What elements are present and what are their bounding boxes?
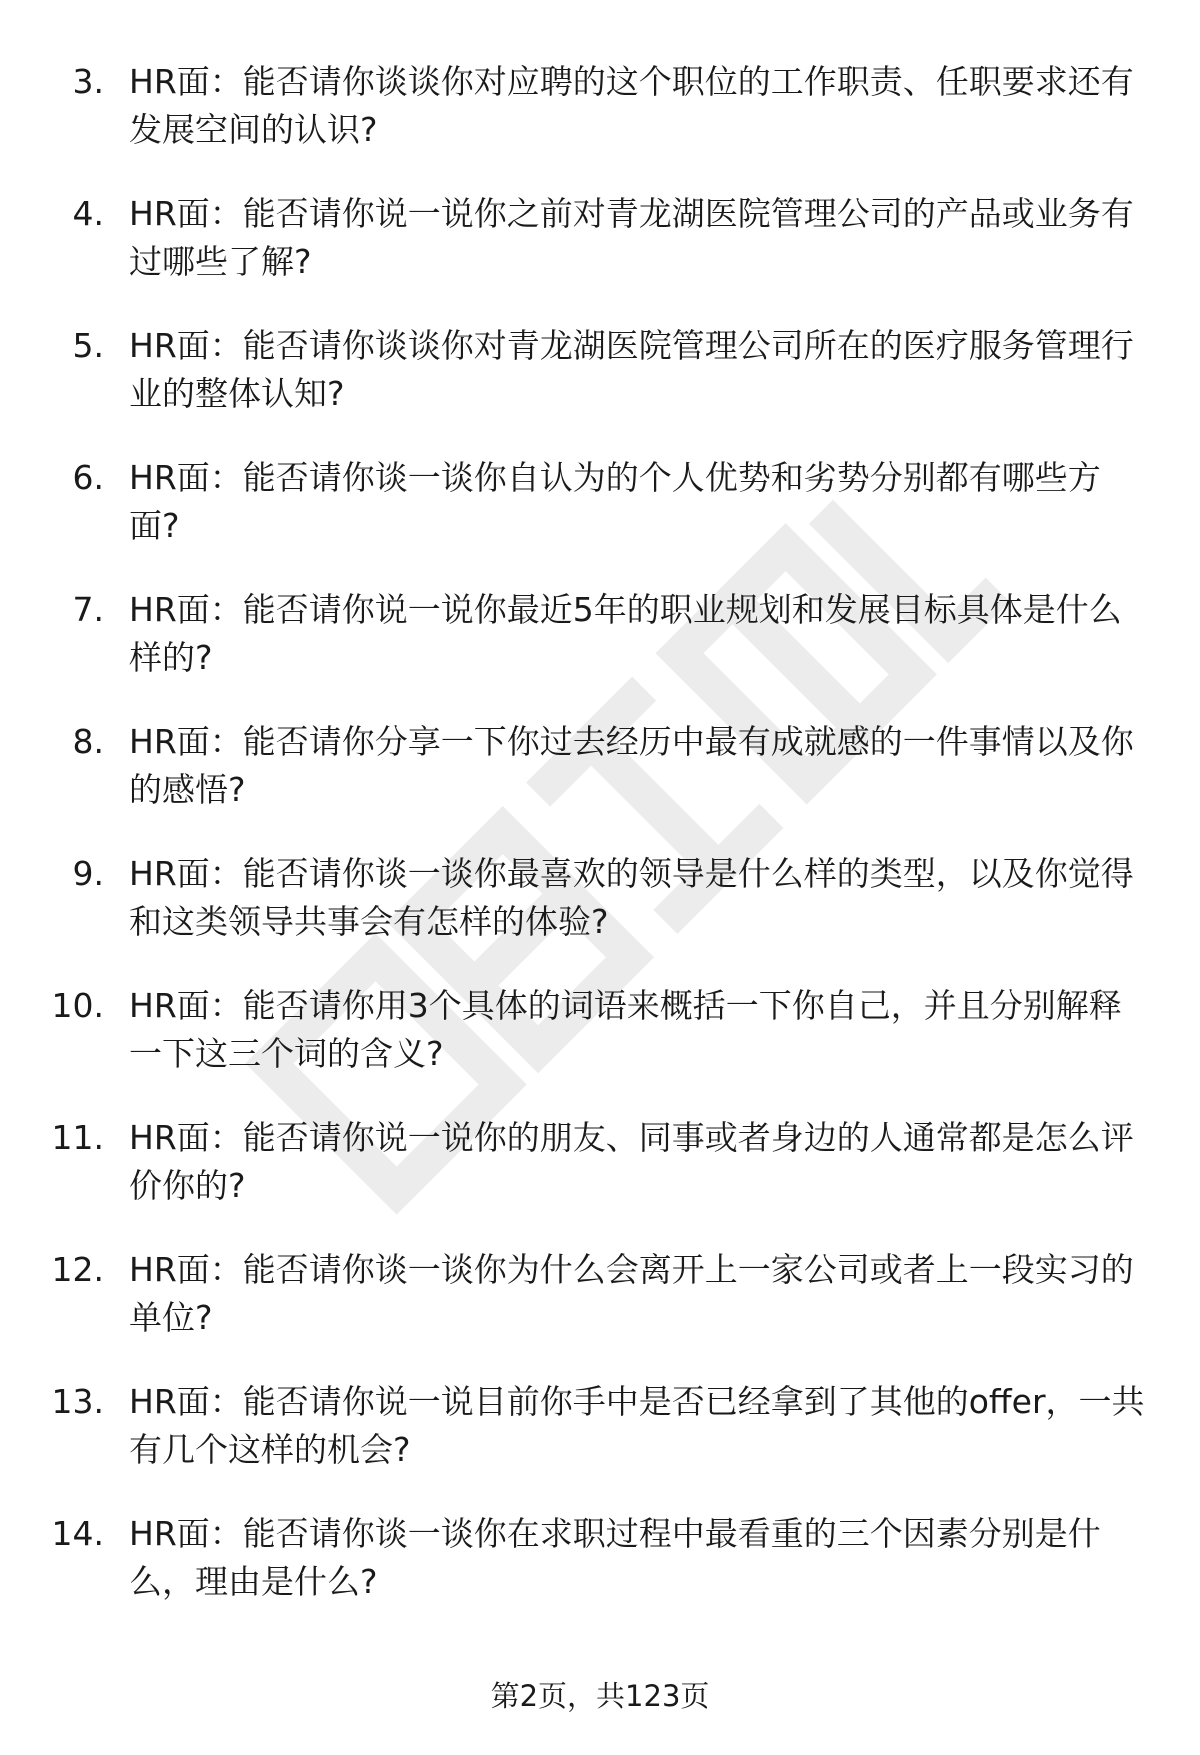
question-item xyxy=(0,1510,1200,1642)
question-item xyxy=(0,454,1200,586)
question-text: HR面：能否请你说一说你的朋友、同事或者身边的人通常都是怎么评价你的? xyxy=(129,1118,1134,1205)
question-item xyxy=(0,58,1200,190)
question-number: 6. xyxy=(72,458,104,497)
question-text: HR面：能否请你分享一下你过去经历中最有成就感的一件事情以及你的感悟? xyxy=(129,722,1134,809)
question-text: HR面：能否请你谈谈你对青龙湖医院管理公司所在的医疗服务管理行业的整体认知? xyxy=(129,326,1134,413)
question-number: 3. xyxy=(72,62,104,101)
question-text: HR面：能否请你谈一谈你为什么会离开上一家公司或者上一段实习的单位? xyxy=(129,1250,1134,1337)
question-number: 13. xyxy=(51,1382,104,1421)
question-text: HR面：能否请你说一说你之前对青龙湖医院管理公司的产品或业务有过哪些了解? xyxy=(129,194,1134,281)
question-item xyxy=(0,190,1200,322)
question-number: 10. xyxy=(51,986,104,1025)
question-list xyxy=(0,58,1200,1642)
question-item xyxy=(0,718,1200,850)
question-item xyxy=(0,1378,1200,1510)
question-text: HR面：能否请你谈一谈你自认为的个人优势和劣势分别都有哪些方面? xyxy=(129,458,1101,545)
question-text: HR面：能否请你说一说你最近5年的职业规划和发展目标具体是什么样的? xyxy=(129,590,1122,677)
question-number: 9. xyxy=(72,854,104,893)
question-text: HR面：能否请你谈谈你对应聘的这个职位的工作职责、任职要求还有发展空间的认识? xyxy=(129,62,1134,149)
question-item xyxy=(0,850,1200,982)
question-item xyxy=(0,1114,1200,1246)
question-item xyxy=(0,322,1200,454)
question-text: HR面：能否请你谈一谈你在求职过程中最看重的三个因素分别是什么，理由是什么? xyxy=(129,1514,1101,1601)
question-number: 7. xyxy=(72,590,104,629)
question-number: 8. xyxy=(72,722,104,761)
page-number-footer: 第2页，共123页 xyxy=(490,1679,710,1713)
question-number: 11. xyxy=(51,1118,104,1157)
question-number: 4. xyxy=(72,194,104,233)
question-text: HR面：能否请你用3个具体的词语来概括一下你自己，并且分别解释一下这三个词的含义? xyxy=(129,986,1122,1073)
question-item xyxy=(0,982,1200,1114)
question-text: HR面：能否请你说一说目前你手中是否已经拿到了其他的offer，一共有几个这样的机会? xyxy=(129,1382,1145,1469)
question-text: HR面：能否请你谈一谈你最喜欢的领导是什么样的类型，以及你觉得和这类领导共事会有怎样的体验? xyxy=(129,854,1134,941)
question-item xyxy=(0,586,1200,718)
question-number: 14. xyxy=(51,1514,104,1553)
question-number: 5. xyxy=(72,326,104,365)
question-item xyxy=(0,1246,1200,1378)
question-number: 12. xyxy=(51,1250,104,1289)
